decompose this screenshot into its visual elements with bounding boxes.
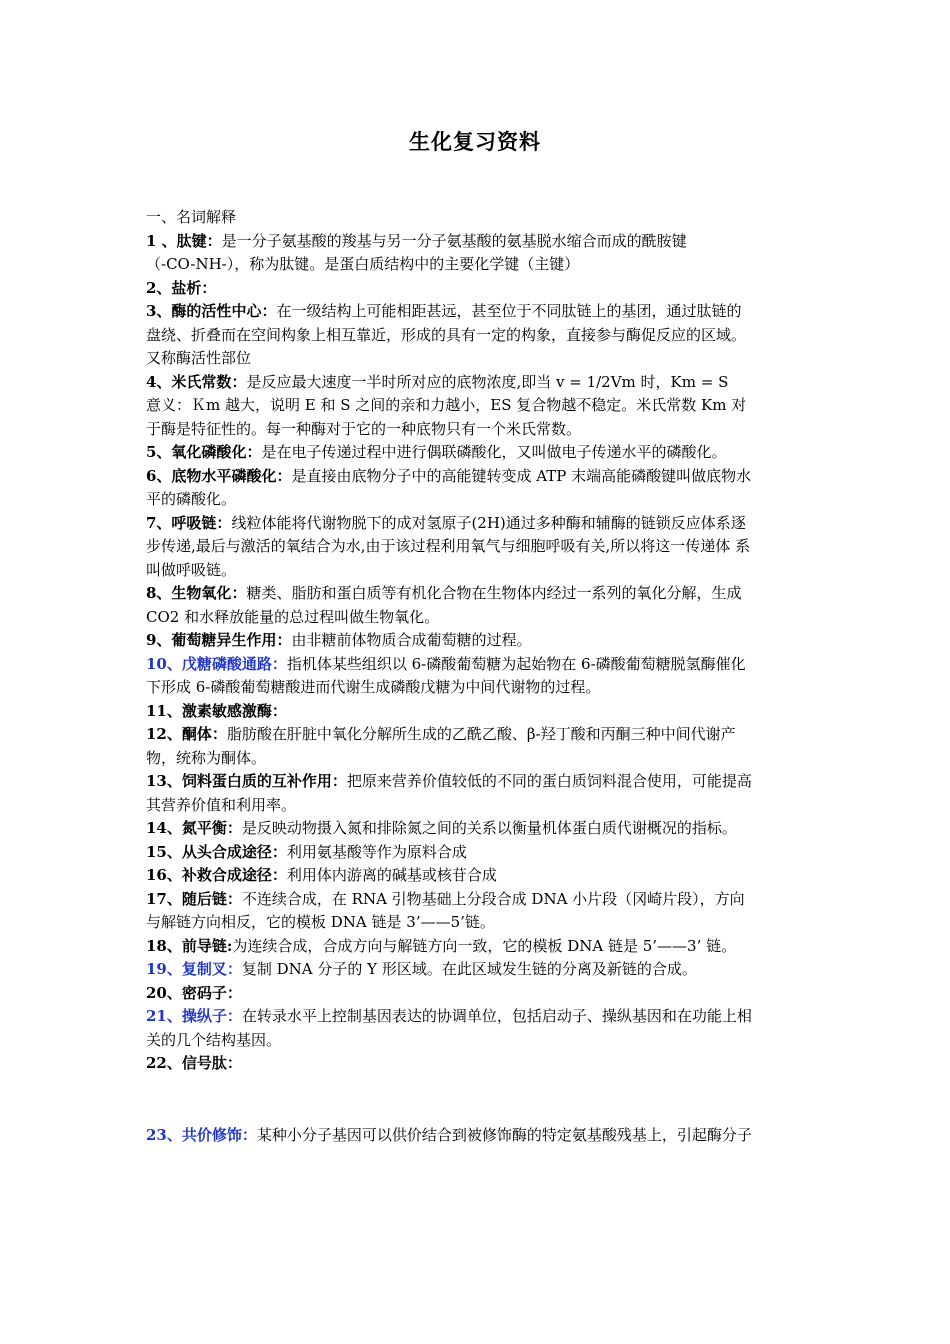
- definition-line: 是反应最大速度一半时所对应的底物浓度,即当 v = 1/2Vm 时，Km = S: [246, 372, 729, 391]
- definition-line: 是直接由底物分子中的高能键转变成 ATP 末端高能磷酸键叫做底物水: [291, 466, 752, 485]
- glossary-entry: [146, 465, 814, 512]
- glossary-entry: [146, 723, 814, 770]
- definition-line: 利用体内游离的碱基或核苷合成: [286, 866, 497, 884]
- document-body: [146, 206, 814, 1147]
- glossary-list: [146, 230, 814, 1148]
- definition-line: 叫做呼吸链。: [146, 560, 237, 579]
- glossary-term: 16、补救合成途径：: [146, 866, 287, 884]
- glossary-entry: [146, 277, 814, 301]
- definition-line: 是在电子传递过程中进行偶联磷酸化，又叫做电子传递水平的磷酸化。: [261, 443, 727, 461]
- definition-line: 脂肪酸在肝脏中氧化分解所生成的乙酰乙酸、β-羟丁酸和丙酮三种中间代谢产: [226, 725, 736, 743]
- definition-line: CO2 和水释放能量的总过程叫做生物氧化。: [146, 607, 440, 626]
- glossary-term: 10、戊糖磷酸通路：: [146, 654, 287, 673]
- glossary-entry: [146, 1052, 814, 1076]
- definition-line: 下形成 6-磷酸葡萄糖酸进而代谢生成磷酸戊糖为中间代谢物的过程。: [146, 678, 601, 696]
- glossary-entry: [146, 958, 814, 982]
- definition-line: 不连续合成，在 RNA 引物基础上分段合成 DNA 小片段（冈崎片段），方向: [241, 889, 745, 908]
- definition-line: 步传递,最后与激活的氧结合为水,由于该过程利用氧气与细胞呼吸有关,所以将这一传递体 系: [146, 537, 751, 555]
- glossary-entry: [146, 1124, 814, 1148]
- definition-line: 利用氨基酸等作为原料合成: [286, 842, 467, 861]
- glossary-term: 3、酶的活性中心：: [146, 302, 277, 320]
- glossary-term: 17、随后链：: [146, 889, 242, 908]
- glossary-entry: [146, 841, 814, 865]
- definition-line: 又称酶活性部位: [146, 349, 252, 367]
- glossary-term: 23、共价修饰：: [146, 1125, 257, 1144]
- glossary-entry: [146, 582, 814, 629]
- glossary-term: 15、从头合成途径：: [146, 842, 287, 861]
- glossary-entry: [146, 935, 814, 959]
- glossary-term: 8、生物氧化：: [146, 584, 247, 602]
- definition-line: 物，统称为酮体。: [146, 748, 267, 767]
- definition-line: 指机体某些组织以 6-磷酸葡萄糖为起始物在 6-磷酸葡萄糖脱氢酶催化: [286, 654, 746, 673]
- glossary-term: 21、操纵子：: [146, 1007, 242, 1025]
- definition-line: 为连续合成，合成方向与解链方向一致，它的模板 DNA 链是 5’——3’ 链。: [232, 936, 737, 955]
- glossary-entry: [146, 441, 814, 465]
- definition-line: 糖类、脂肪和蛋白质等有机化合物在生物体内经过一系列的氧化分解，生成: [246, 584, 742, 602]
- glossary-entry: [146, 982, 814, 1006]
- glossary-entry: [146, 700, 814, 724]
- definition-line: 关的几个结构基因。: [146, 1030, 282, 1049]
- glossary-entry: [146, 1005, 814, 1052]
- glossary-entry: [146, 371, 814, 442]
- glossary-term: 2、盐析：: [146, 278, 217, 297]
- definition-line: 由非糖前体物质合成葡萄糖的过程。: [291, 631, 532, 649]
- glossary-term: 5、氧化磷酸化：: [146, 443, 262, 461]
- definition-line: （-CO-NH-），称为肽键。是蛋白质结构中的主要化学键（主键）: [146, 255, 580, 273]
- definition-line: 其营养价值和利用率。: [146, 795, 297, 814]
- glossary-term: 6、底物水平磷酸化：: [146, 466, 292, 485]
- glossary-entry: [146, 300, 814, 371]
- definition-line: 与解链方向相反，它的模板 DNA 链是 3’——5’链。: [146, 913, 495, 931]
- definition-line: 在转录水平上控制基因表达的协调单位，包括启动子、操纵基因和在功能上相: [241, 1007, 752, 1025]
- definition-line: 复制 DNA 分子的 Y 形区域。在此区域发生链的分离及新链的合成。: [241, 960, 697, 978]
- glossary-entry: [146, 864, 814, 888]
- glossary-term: 7、呼吸链：: [146, 513, 232, 532]
- glossary-term: 13、饲料蛋白质的互补作用：: [146, 772, 347, 790]
- definition-line: 线粒体能将代谢物脱下的成对氢原子(2H)通过多种酶和辅酶的链锁反应体系逐: [231, 513, 746, 532]
- page-title: 生化复习资料: [409, 129, 541, 154]
- definition-line: 某种小分子基因可以供价结合到被修饰酶的特定氨基酸残基上，引起酶分子: [256, 1125, 752, 1144]
- glossary-term: 11、激素敏感激酶：: [146, 701, 287, 720]
- definition-line: 盘绕、折叠而在空间构象上相互靠近，形成的具有一定的构象，直接参与酶促反应的区域。: [146, 325, 747, 344]
- section-heading: 一、名词解释: [146, 208, 237, 226]
- glossary-term: 4、米氏常数：: [146, 372, 247, 391]
- glossary-entry: [146, 512, 814, 583]
- glossary-term: 18、前导链:: [146, 936, 233, 955]
- glossary-entry: [146, 653, 814, 700]
- glossary-term: 19、复制叉：: [146, 960, 242, 978]
- definition-line: 是一分子氨基酸的羧基与另一分子氨基酸的氨基脱水缩合而成的酰胺键: [221, 231, 687, 250]
- glossary-entry: [146, 629, 814, 653]
- glossary-entry: [146, 770, 814, 817]
- definition-line: 意义：Ｋm 越大，说明 E 和 S 之间的亲和力越小，ES 复合物越不稳定。米氏常数 Km 对: [146, 396, 747, 414]
- glossary-entry: [146, 817, 814, 841]
- definition-line: 把原来营养价值较低的不同的蛋白质饲料混合使用，可能提高: [346, 772, 752, 790]
- definition-line: 平的磷酸化。: [146, 490, 237, 508]
- definition-line: 在一级结构上可能相距甚远，甚至位于不同肽链上的基团，通过肽链的: [276, 302, 742, 320]
- glossary-entry: [146, 230, 814, 277]
- definition-line: 是反映动物摄入氮和排除氮之间的关系以衡量机体蛋白质代谢概况的指标。: [241, 819, 737, 837]
- blank-space: [146, 1076, 814, 1124]
- glossary-term: 1 、肽键：: [146, 231, 222, 250]
- glossary-term: 14、氮平衡：: [146, 819, 242, 837]
- glossary-term: 12、酮体：: [146, 725, 227, 743]
- glossary-entry: [146, 888, 814, 935]
- glossary-term: 9、葡萄糖异生作用：: [146, 631, 292, 649]
- glossary-term: 20、密码子：: [146, 983, 242, 1002]
- glossary-term: 22、信号肽：: [146, 1054, 242, 1072]
- definition-line: 于酶是特征性的。每一种酶对于它的一种底物只有一个米氏常数。: [146, 419, 582, 438]
